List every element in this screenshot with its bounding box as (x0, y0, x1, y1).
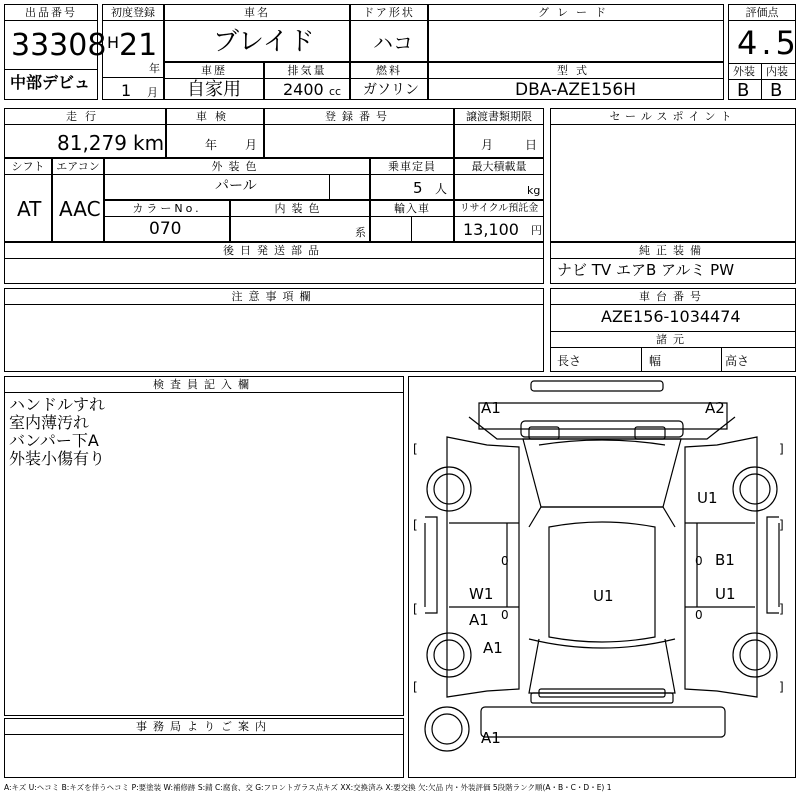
displacement: 2400 (283, 80, 324, 99)
lot-number-cell (4, 4, 107, 100)
color-no-cell: カラーNo. 070 (104, 200, 230, 242)
mileage-cell: 走行 81,279 km (4, 108, 166, 158)
color-number: 070 (149, 219, 182, 239)
transfer-cell: 譲渡書類期限 月 日 (454, 108, 544, 158)
score-cell: 評価点 4.5 外装 内装 B B (728, 4, 796, 100)
inspector-cell: 検査員記入欄 ハンドルすれ 室内薄汚れ バンパー下A 外装小傷有り (4, 376, 404, 716)
recycle-cell: リサイクル預託金 13,100 円 (454, 200, 544, 242)
inspector-note: バンパー下A (9, 431, 99, 450)
model-type: DBA-AZE156H (515, 80, 637, 100)
plate-cell: 登録番号 (264, 108, 454, 158)
exterior-color: パール (215, 178, 257, 194)
shift-cell: シフト AT (4, 158, 52, 242)
equipment-list: ナビ TV エアB アルミ PW (557, 261, 735, 279)
door-type: ハコ (373, 31, 413, 55)
debut-label: 中部デビュ (10, 73, 91, 92)
import-cell: 輸入車 (370, 200, 454, 242)
door-cell: ドア形状 ハコ (350, 4, 428, 62)
inspector-note: 室内薄汚れ (9, 413, 90, 432)
registration-year: 21 (119, 28, 158, 63)
notes-cell: 注意事項欄 (4, 288, 544, 372)
chassis-number: AZE156-1034474 (601, 307, 741, 326)
capacity-cell: 乗車定員 5 人 (370, 158, 454, 200)
damage-mark: A1 (483, 639, 503, 657)
grade-cell: グレード (428, 4, 724, 62)
damage-mark: A1 (469, 611, 489, 629)
interior-color-cell: 内装色 系 (230, 200, 370, 242)
chassis-cell: 車台番号 AZE156-1034474 諸元 長さ 幅 高さ (550, 288, 796, 372)
sales-points-cell: セールスポイント (550, 108, 796, 242)
equipment-cell: 純正装備 ナビ TV エアB アルミ PW (550, 242, 796, 284)
history: 自家用 (187, 79, 241, 100)
inspector-note: 外装小傷有り (9, 449, 106, 468)
damage-mark: A1 (481, 729, 501, 747)
damage-mark: U1 (715, 585, 736, 603)
aircon-cell: エアコン AAC (52, 158, 104, 242)
shift: AT (17, 197, 42, 221)
mileage: 81,279 (57, 131, 127, 155)
model-name: ブレイド (213, 27, 315, 57)
lot-number: 33308 (11, 28, 107, 63)
interior-grade: B (770, 80, 783, 101)
damage-mark: A1 (481, 399, 501, 417)
registration-month: 1 (121, 81, 132, 100)
office-cell: 事務局よりご案内 (4, 718, 404, 778)
model-name-cell: 車名 ブレイド (164, 4, 350, 62)
max-load-cell: 最大積載量 kg (454, 158, 544, 200)
fuel-cell: 燃料 ガソリン (350, 62, 428, 100)
recycle-fee: 13,100 (463, 220, 519, 239)
aircon: AAC (59, 197, 101, 221)
model-type-cell: 型式 DBA-AZE156H (428, 62, 724, 100)
inspector-note: ハンドルすれ (9, 395, 106, 414)
first-registration-label: 初度登録 (103, 5, 163, 21)
later-parts-cell: 後日発送部品 (4, 242, 544, 284)
damage-mark: B1 (715, 551, 735, 569)
inspection-cell: 車検 年 月 (166, 108, 264, 158)
legend: A:キズ U:ヘコミ B:キズを伴うヘコミ P:要塗装 W:補修跡 S:錆 C:腐食、交 G:フロントガラス点キズ XX:交換済み X:要交換 欠:欠品 内・外装評価 5段階ランク順(A・B・C・D・E) 1 (4, 783, 612, 792)
history-cell: 車歴 自家用 (164, 62, 264, 100)
era: H (107, 33, 120, 52)
capacity: 5 (413, 179, 423, 197)
displacement-cell: 排気量 2400 cc (264, 62, 350, 100)
fuel: ガソリン (363, 82, 419, 98)
score: 4.5 (737, 24, 800, 62)
car-diagram: A1 A2 U1 B1 U1 U1 W1 A1 A1 A1 [ ] [ ] [ ] [ ] 0 0 0 0 (408, 376, 796, 778)
color-cell: 外装色 パール (104, 158, 370, 200)
car-outline (409, 377, 795, 777)
damage-mark: U1 (593, 587, 614, 605)
first-registration-cell: 初度登録 H 21 年 1 月 (102, 4, 164, 100)
lot-number-label: 出品番号 (5, 5, 97, 21)
exterior-grade: B (737, 80, 750, 101)
damage-mark: W1 (469, 585, 494, 603)
damage-mark: A2 (705, 399, 725, 417)
damage-mark: U1 (697, 489, 718, 507)
